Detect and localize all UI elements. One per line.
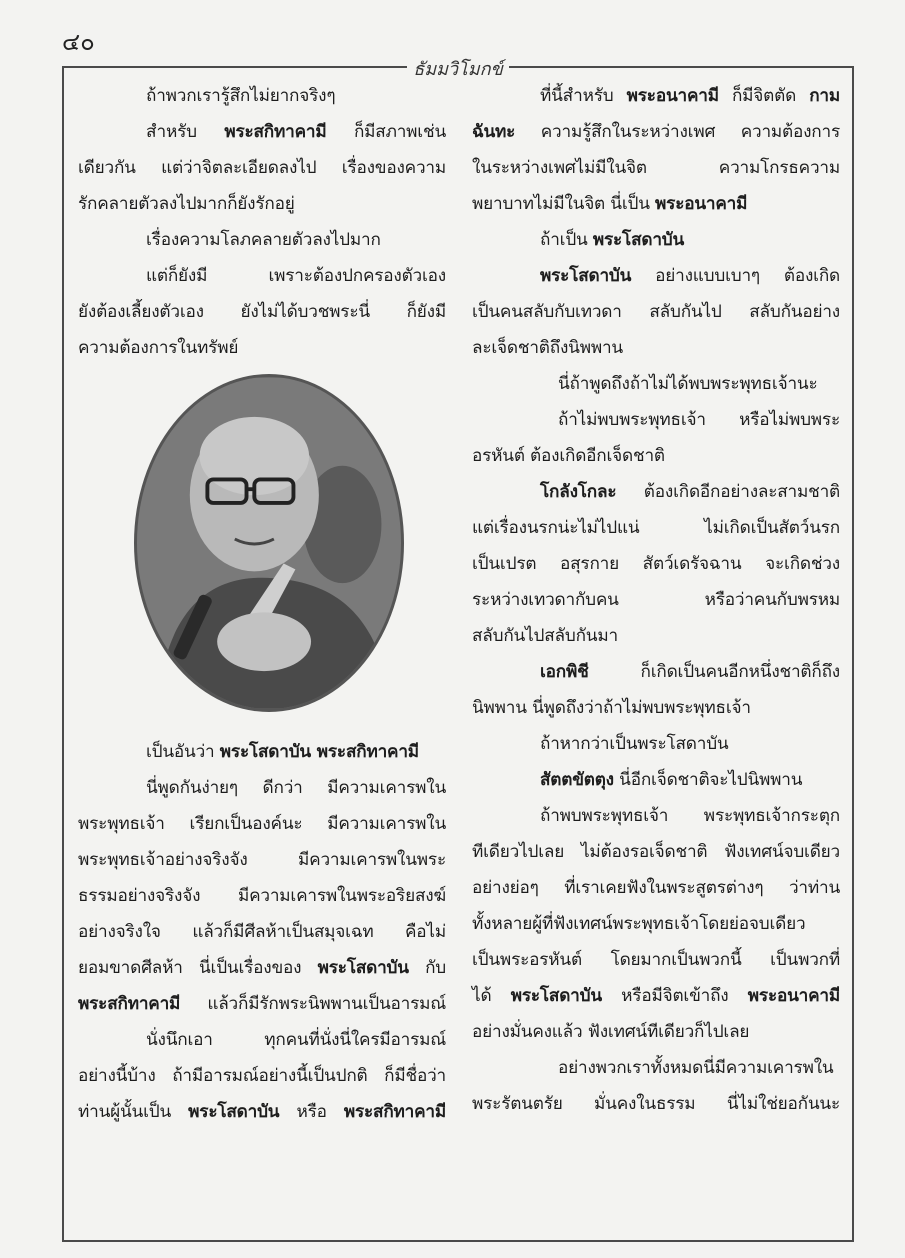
text-line: อย่างพวกเราทั้งหมดนี่มีความเคารพใน (558, 1058, 834, 1078)
text-line (472, 762, 840, 798)
text-line: ทีเดียวไปเลย ไม่ต้องรอเจ็ดชาติ ฟังเทศน์จบเดียว (472, 842, 840, 862)
text-line: ถ้าหากว่าเป็นพระโสดาบัน (540, 734, 729, 754)
text-line (78, 114, 446, 150)
text-line: สลับกันไปสลับกันมา (472, 626, 618, 646)
header-title: ธัมมวิโมกข์ (407, 59, 509, 80)
text-line: ธรรมอย่างจริงจัง มีความเคารพในพระอริยสงฆ์ (78, 886, 446, 906)
text-span: หรือ (279, 1102, 344, 1122)
text-line (78, 1094, 446, 1130)
bold-term: พระโสดาบัน (592, 230, 685, 250)
text-line: รักคลายตัวลงไปมากก็ยังรักอยู่ (78, 194, 295, 214)
text-line (78, 734, 446, 770)
text-line: ถ้าไม่พบพระพุทธเจ้า หรือไม่พบพระ (558, 410, 840, 430)
text-line: เป็นพระอรหันต์ โดยมากเป็นพวกนี้ เป็นพวกที่ (472, 950, 840, 970)
bold-term: สัตตขัตตุง (540, 770, 614, 790)
text-line: พระพุทธเจ้าอย่างจริงจัง มีความเคารพในพระ (78, 850, 446, 870)
text-span: ท่านผู้นั้นเป็น (78, 1102, 189, 1122)
text-line: อย่างย่อๆ ที่เราเคยฟังในพระสูตรต่างๆ ว่าท่าน (472, 878, 840, 898)
text-line: ยังต้องเลี้ยงตัวเอง ยังไม่ได้บวชพระนี่ ก็ยังมี (78, 302, 446, 322)
text-span: นี่อีกเจ็ดชาติจะไปนิพพาน (613, 770, 803, 790)
monk-photo-area (78, 366, 446, 734)
text-span: ที่นี้สำหรับ (540, 86, 627, 106)
bold-term: พระโสดาบัน (510, 986, 602, 1006)
left-column (78, 78, 446, 1130)
text-line: นี่ถ้าพูดถึงถ้าไม่ได้พบพระพุทธเจ้านะ (558, 374, 818, 394)
portrait-illustration (137, 377, 401, 709)
text-span: ก็มีสภาพเช่น (326, 122, 446, 142)
bold-term: กาม (809, 86, 840, 106)
text-span: พยาบาทไม่มีในจิต นี่เป็น (472, 194, 656, 214)
bold-term: พระอนาคามี (626, 86, 719, 106)
bold-term: พระสกิทาคามี (78, 994, 181, 1014)
text-line: อรหันต์ ต้องเกิดอีกเจ็ดชาติ (472, 446, 665, 466)
left-bottom-text (78, 734, 446, 1130)
text-line: เดียวกัน แต่ว่าจิตละเอียดลงไป เรื่องของความ (78, 158, 446, 178)
text-line: ทั้งหลายผู้ที่ฟังเทศน์พระพุทธเจ้าโดยย่อจบเดียว (472, 914, 806, 934)
bold-term: พระโสดาบัน (188, 1102, 280, 1122)
left-top-text (78, 78, 446, 366)
bold-term: พระอนาคามี (655, 194, 748, 214)
text-line: ละเจ็ดชาติถึงนิพพาน (472, 338, 623, 358)
text-span: ก็มีจิตตัด (718, 86, 810, 106)
text-span: ก็เกิดเป็นคนอีกหนึ่งชาติก็ถึง (588, 662, 840, 682)
text-line (472, 114, 840, 150)
text-line (472, 186, 840, 222)
text-line: เรื่องความโลภคลายตัวลงไปมาก (146, 230, 381, 250)
text-span: ถ้าเป็น (540, 230, 593, 250)
text-line: ถ้าพวกเรารู้สึกไม่ยากจริงๆ (146, 86, 336, 106)
right-column-text (472, 78, 840, 1122)
bold-term: พระสกิทาคามี (343, 1102, 447, 1122)
text-span: สำหรับ (146, 122, 225, 142)
bold-term: เอกพิชี (540, 662, 589, 682)
text-line: นี่พูดกันง่ายๆ ดีกว่า มีความเคารพใน (146, 778, 446, 798)
text-span: อย่างแบบเบาๆ ต้องเกิด (631, 266, 840, 286)
text-span: ได้ (472, 986, 511, 1006)
text-line (472, 78, 840, 114)
right-column (472, 78, 840, 1122)
text-line: นั่งนึกเอา ทุกคนที่นั่งนี่ใครมีอารมณ์ (146, 1030, 446, 1050)
text-line (472, 978, 840, 1014)
bold-term: โกลังโกละ (540, 482, 617, 502)
text-span: หรือมีจิตเข้าถึง (601, 986, 748, 1006)
text-line: เป็นเปรต อสุรกาย สัตว์เดรัจฉาน จะเกิดช่วง (472, 554, 840, 574)
text-line (78, 986, 446, 1022)
text-line: พระรัตนตรัย มั่นคงในธรรม นี่ไม่ใช่ยอกันนะ (472, 1094, 840, 1114)
text-line (472, 222, 840, 258)
page-number: ๔๐ (62, 28, 95, 56)
text-line (472, 258, 840, 294)
text-line: ถ้าพบพระพุทธเจ้า พระพุทธเจ้ากระตุก (540, 806, 840, 826)
text-line: แต่ก็ยังมี เพราะต้องปกครองตัวเอง (146, 266, 446, 286)
text-line: แต่เรื่องนรกน่ะไม่ไปแน่ ไม่เกิดเป็นสัตว์นรก (472, 518, 840, 538)
text-line: ในระหว่างเพศไม่มีในจิต ความโกรธความ (472, 158, 840, 178)
text-span: แล้วก็มีรักพระนิพพานเป็นอารมณ์ (180, 994, 446, 1014)
text-line: เป็นคนสลับกับเทวดา สลับกันไป สลับกันอย่าง (472, 302, 840, 322)
text-line: อย่างมั่นคงแล้ว ฟังเทศน์ทีเดียวก็ไปเลย (472, 1022, 750, 1042)
text-line: พระพุทธเจ้า เรียกเป็นองค์นะ มีความเคารพใน (78, 814, 446, 834)
text-line: ระหว่างเทวดากับคน หรือว่าคนกับพรหม (472, 590, 840, 610)
text-line (78, 950, 446, 986)
text-span: เป็นอันว่า (146, 742, 220, 762)
text-span: ต้องเกิดอีกอย่างละสามชาติ (616, 482, 840, 502)
bold-term: พระโสดาบัน (540, 266, 632, 286)
text-line: ความต้องการในทรัพย์ (78, 338, 239, 358)
text-line (472, 654, 840, 690)
text-line (472, 474, 840, 510)
text-span: กับ (408, 958, 446, 978)
bold-term: พระโสดาบัน พระสกิทาคามี (219, 742, 419, 762)
text-line: อย่างนี้บ้าง ถ้ามีอารมณ์อย่างนี้เป็นปกติ ก็มีชื่อว่า (78, 1066, 446, 1086)
text-line: นิพพาน นี่พูดถึงว่าถ้าไม่พบพระพุทธเจ้า (472, 698, 751, 718)
text-line: อย่างจริงใจ แล้วก็มีศีลห้าเป็นสมุจเฉท คือไม่ (78, 922, 446, 942)
bold-term: ฉันทะ (472, 122, 516, 142)
text-span: ความรู้สึกในระหว่างเพศ ความต้องการ (515, 122, 840, 142)
bold-term: พระสกิทาคามี (224, 122, 327, 142)
bold-term: พระอนาคามี (747, 986, 840, 1006)
bold-term: พระโสดาบัน (317, 958, 409, 978)
text-span: ยอมขาดศีลห้า นี่เป็นเรื่องของ (78, 958, 318, 978)
content-frame (62, 59, 854, 1242)
monk-portrait-image (134, 374, 404, 712)
